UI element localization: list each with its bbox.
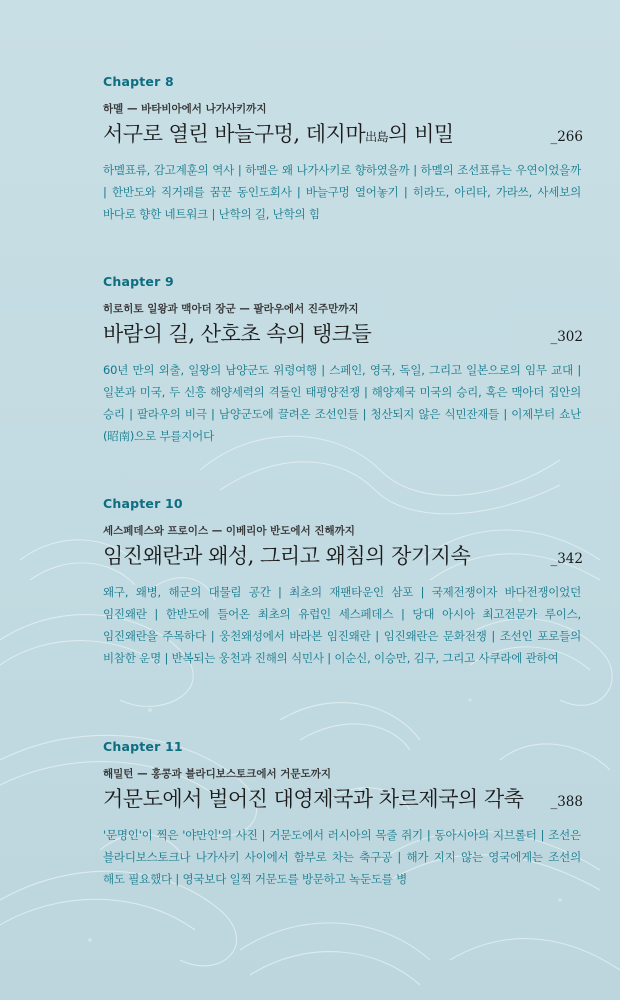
- chapter-page-number: _388: [550, 794, 583, 810]
- chapter-title-hanja: 出島: [365, 130, 389, 144]
- chapter-label: Chapter 8: [103, 74, 174, 89]
- chapter-subtitle: 세스페데스와 프로이스 — 이베리아 반도에서 진해까지: [103, 525, 355, 537]
- chapter-title: 임진왜란과 왜성, 그리고 왜침의 장기지속: [103, 544, 471, 568]
- chapter-8: [103, 73, 583, 225]
- chapter-11: [103, 738, 583, 890]
- chapter-label: Chapter 9: [103, 274, 174, 289]
- chapter-title-row: [103, 541, 583, 571]
- chapter-page-number: _342: [550, 551, 583, 567]
- chapter-title: 거문도에서 벌어진 대영제국과 차르제국의 각축: [103, 787, 524, 811]
- chapter-description: 60년 만의 외출, 일왕의 남양군도 위령여행 | 스페인, 영국, 독일, 그리고 일본으로의 임무 교대 | 일본과 미국, 두 신흥 해양세력의 격돌인 태평양전쟁 | 해양제국 미국의 승리, 혹은 맥아더 집안의 승리 | 팔라우의 비극 | 남양군도에 끌려온 조선인들 | 청산되지 않은 식민잔재들 | 이제부터 쇼난(昭南)으로 부를지어다: [103, 363, 581, 443]
- chapter-subtitle: 해밀턴 — 홍콩과 블라디보스토크에서 거문도까지: [103, 768, 331, 780]
- chapter-title-row: [103, 784, 583, 814]
- chapter-description: 하멜표류, 감고계훈의 역사 | 하멜은 왜 나가사키로 향하였을까 | 하멜의 조선표류는 우연이었을까 | 한반도와 직거래를 꿈꾼 동인도회사 | 바늘구멍 열어놓기 | 히라도, 아리타, 가라쓰, 사세보의 바다로 향한 네트워크 | 난학의 길, 난학의 힘: [103, 163, 581, 221]
- chapter-description: '문명인'이 찍은 '야만인'의 사진 | 거문도에서 러시아의 목줄 쥐기 | 동아시아의 지브롤터 | 조선은 블라디보스토크나 나가사키 사이에서 함부로 차는 축구공 | 해가 지지 않는 영국에게는 조선의 해도 필요했다 | 영국보다 일찍 거문도를 방문하고 녹둔도를 병: [103, 828, 581, 886]
- chapter-9: [103, 273, 583, 447]
- chapter-subtitle: 하멜 — 바타비아에서 나가사키까지: [103, 103, 267, 115]
- chapter-subtitle: 히로히토 일왕과 맥아더 장군 — 팔라우에서 진주만까지: [103, 303, 359, 315]
- chapter-title: 서구로 열린 바늘구멍, 데지마出島의 비밀: [103, 122, 454, 146]
- chapter-label: Chapter 11: [103, 739, 183, 754]
- chapter-label: Chapter 10: [103, 496, 183, 511]
- chapter-10: [103, 495, 583, 669]
- chapter-title-row: [103, 319, 583, 349]
- chapter-page-number: _266: [550, 129, 583, 145]
- chapter-title-row: [103, 119, 583, 149]
- chapter-title: 바람의 길, 산호초 속의 탱크들: [103, 322, 372, 346]
- chapter-description: 왜구, 왜병, 해군의 대물림 공간 | 최초의 재팬타운인 삼포 | 국제전쟁이자 바다전쟁이었던 임진왜란 | 한반도에 들어온 최초의 유럽인 세스페데스 | 당대 아시아 최고전문가 루이스, 임진왜란을 주목하다 | 웅천왜성에서 바라본 임진왜란 | 임진왜란은 문화전쟁 | 조선인 포로들의 비참한 운명 | 반복되는 웅천과 진해의 식민사 | 이순신, 이승만, 김구, 그리고 사쿠라에 관하여: [103, 585, 581, 665]
- chapter-page-number: _302: [550, 329, 583, 345]
